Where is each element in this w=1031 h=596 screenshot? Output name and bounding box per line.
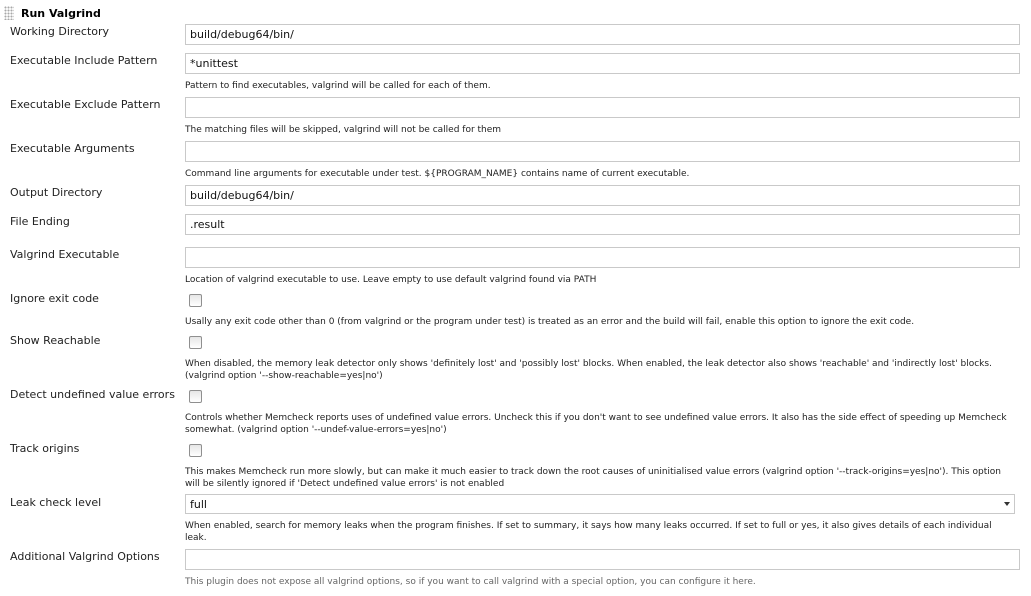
detect-undefined-value-errors-help: Controls whether Memcheck reports uses of undefined value errors. Uncheck this if you don't want to see undefined value errors. It also has the side effect of speeding up Memcheck somewhat. (valgrind option '--undef-value-errors=yes|no') [185, 413, 1007, 435]
executable-arguments-help: Command line arguments for executable under test. ${PROGRAM_NAME} contains name of current executable. [185, 169, 690, 179]
show-reachable-label: Show Reachable [10, 334, 101, 347]
show-reachable-help: When disabled, the memory leak detector only shows 'definitely lost' and 'possibly lost' blocks. When enabled, the leak detector also shows 'reachable' and 'indirectly lost' blocks. (valgrind option '--show-reachable=yes|no') [185, 359, 992, 381]
section-title: Run Valgrind [21, 6, 101, 20]
chevron-down-icon[interactable] [1004, 502, 1010, 506]
output-directory-input[interactable] [185, 185, 1020, 206]
working-directory-input[interactable] [185, 24, 1020, 45]
additional-valgrind-options-label: Additional Valgrind Options [10, 550, 160, 563]
detect-undefined-value-errors-label: Detect undefined value errors [10, 388, 175, 401]
executable-include-pattern-input[interactable] [185, 53, 1020, 74]
leak-check-level-value: full [190, 497, 207, 511]
executable-include-pattern-label: Executable Include Pattern [10, 54, 158, 67]
file-ending-input[interactable] [185, 214, 1020, 235]
detect-undefined-value-errors-checkbox[interactable] [189, 390, 202, 403]
valgrind-executable-label: Valgrind Executable [10, 248, 120, 261]
executable-exclude-pattern-help: The matching files will be skipped, valgrind will not be called for them [185, 125, 502, 135]
leak-check-level-help: When enabled, search for memory leaks when the program finishes. If set to summary, it says how many leaks occurred. If set to full or yes, it also gives details of each individual leak. [185, 521, 992, 543]
section-header [4, 5, 101, 21]
output-directory-label: Output Directory [10, 186, 103, 199]
executable-exclude-pattern-input[interactable] [185, 97, 1020, 118]
ignore-exit-code-label: Ignore exit code [10, 292, 99, 305]
show-reachable-checkbox[interactable] [189, 336, 202, 349]
executable-arguments-input[interactable] [185, 141, 1020, 162]
ignore-exit-code-checkbox[interactable] [189, 294, 202, 307]
working-directory-label: Working Directory [10, 25, 110, 38]
additional-valgrind-options-help: This plugin does not expose all valgrind options, so if you want to call valgrind with a special option, you can configure it here. [185, 577, 756, 587]
leak-check-level-label: Leak check level [10, 496, 102, 509]
valgrind-executable-input[interactable] [185, 247, 1020, 268]
leak-check-level-select[interactable] [185, 494, 1015, 514]
valgrind-executable-help: Location of valgrind executable to use. Leave empty to use default valgrind found via PATH [185, 275, 597, 285]
additional-valgrind-options-input[interactable] [185, 549, 1020, 570]
file-ending-label: File Ending [10, 215, 70, 228]
drag-grip-icon[interactable] [4, 6, 14, 20]
executable-arguments-label: Executable Arguments [10, 142, 135, 155]
executable-include-pattern-help: Pattern to find executables, valgrind will be called for each of them. [185, 81, 491, 91]
ignore-exit-code-help: Usally any exit code other than 0 (from valgrind or the program under test) is treated as an error and the build will fail, enable this option to ignore the exit code. [185, 317, 915, 327]
track-origins-label: Track origins [10, 442, 80, 455]
track-origins-checkbox[interactable] [189, 444, 202, 457]
executable-exclude-pattern-label: Executable Exclude Pattern [10, 98, 161, 111]
track-origins-help: This makes Memcheck run more slowly, but can make it much easier to track down the root causes of uninitialised value errors (valgrind option '--track-origins=yes|no'). This option will be silently ignored if 'Detect undefined value errors' is not enabled [185, 467, 1001, 489]
